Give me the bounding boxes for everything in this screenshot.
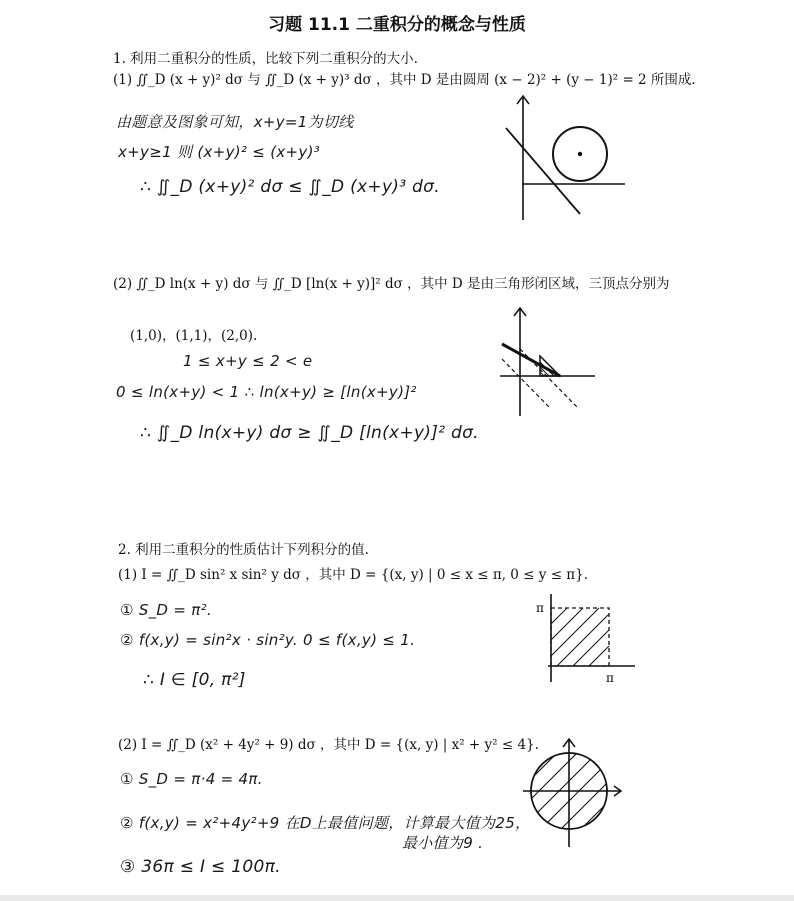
p1-1-work-line1: 由题意及图象可知，x+y=1为切线 [116, 113, 354, 131]
p1-1-work-line3: ∴ ∬_D (x+y)² dσ ≤ ∬_D (x+y)³ dσ. [140, 177, 440, 197]
p2-1-work-line2: ② f(x,y) = sin²x · sin²y. 0 ≤ f(x,y) ≤ 1. [120, 631, 416, 649]
problem1-part2-statement-line1: (2) ∬_D ln(x + y) dσ 与 ∬_D [ln(x + y)]² dσ ，其中 D 是由三角形闭区域，三顶点分别为 [113, 276, 670, 292]
problem2-part2-statement: (2) I = ∬_D (x² + 4y² + 9) dσ ，其中 D = {(x, y) | x² + y² ≤ 4}. [118, 737, 539, 753]
figure-triangle-region [490, 304, 600, 419]
problem1-intro: 1. 利用二重积分的性质，比较下列二重积分的大小. [113, 51, 418, 67]
fig3-y-label-pi: π [536, 601, 544, 615]
p1-2-work-line3: ∴ ∬_D ln(x+y) dσ ≥ ∬_D [ln(x+y)]² dσ. [140, 423, 479, 443]
p2-2-work-line2: ② f(x,y) = x²+4y²+9 在D上最值问题，计算最大值为25， [120, 814, 531, 832]
p1-2-work-line1: 1 ≤ x+y ≤ 2 < e [183, 352, 313, 370]
fig1-center-dot [578, 152, 582, 156]
fig3-hatching [551, 608, 609, 666]
p2-1-work-line1: ① S_D = π². [120, 601, 213, 619]
fig1-tangent-line [506, 128, 580, 214]
problem2-intro: 2. 利用二重积分的性质估计下列积分的值. [118, 542, 369, 558]
figure-circle-tangent [500, 92, 630, 222]
p1-1-work-line2: x+y≥1 则 (x+y)² ≤ (x+y)³ [118, 143, 321, 161]
p2-2-work-line4: ③ 36π ≤ I ≤ 100π. [120, 857, 281, 877]
page-title: 习题 11.1 二重积分的概念与性质 [268, 15, 526, 35]
fig3-x-label-pi: π [606, 671, 614, 685]
problem2-part1-statement: (1) I = ∬_D sin² x sin² y dσ ，其中 D = {(x, y) | 0 ≤ x ≤ π, 0 ≤ y ≤ π}. [118, 567, 589, 583]
figure-disk-region [515, 735, 625, 850]
figure-square-region [530, 590, 640, 690]
fig3-square [551, 608, 609, 666]
problem1-part2-statement-line2: (1,0)，(1,1)，(2,0). [130, 328, 258, 344]
p2-1-work-line3: ∴ I ∈ [0, π²] [143, 670, 246, 690]
p2-2-work-line1: ① S_D = π·4 = 4π. [120, 770, 263, 788]
bottom-scroll-strip [0, 895, 794, 901]
p1-2-work-line2: 0 ≤ ln(x+y) < 1 ∴ ln(x+y) ≥ [ln(x+y)]² [116, 383, 417, 401]
p2-2-work-line3: 最小值为9 . [402, 834, 484, 852]
problem1-part1-statement: (1) ∬_D (x + y)² dσ 与 ∬_D (x + y)³ dσ ，其中 D 是由圆周 (x − 2)² + (y − 1)² = 2 所围成. [113, 72, 696, 88]
